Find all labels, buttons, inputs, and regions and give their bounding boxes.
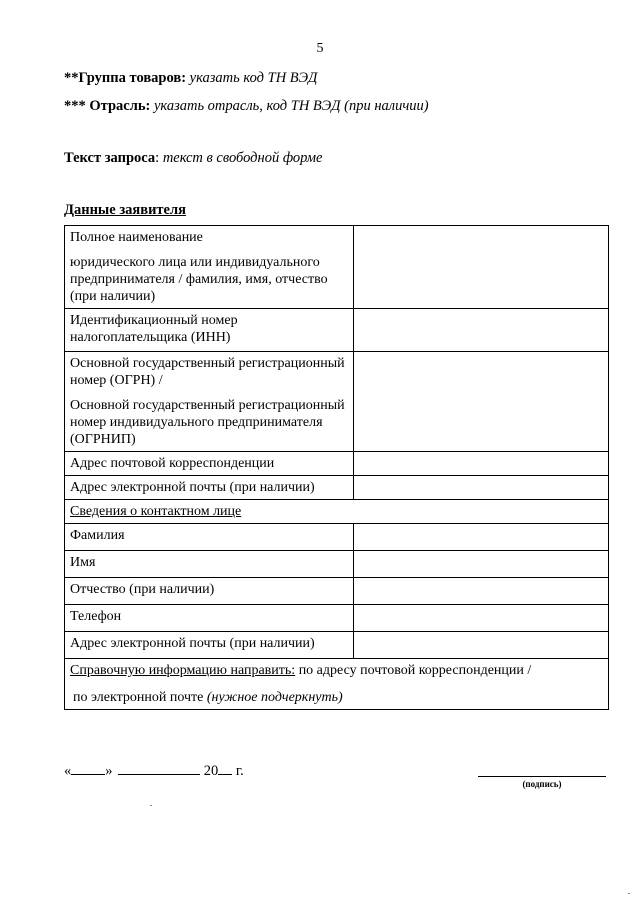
surname-value-cell[interactable] <box>353 524 608 551</box>
ogrn-label-line1: Основной государственный регистрационный номер (ОГРН) / <box>70 356 345 388</box>
full-name-label-line1: Полное наименование <box>70 230 203 245</box>
request-text-label: Текст запроса <box>64 150 156 166</box>
inn-label: Идентификационный номер налогоплательщика (ИНН) <box>65 309 354 352</box>
reference-info-cell <box>65 659 609 710</box>
request-text-colon: : <box>155 150 163 166</box>
request-text-line <box>64 150 322 167</box>
scan-dot <box>628 893 630 894</box>
phone-label: Телефон <box>65 605 354 632</box>
product-group-label: **Группа товаров: <box>64 70 187 86</box>
postal-address-label: Адрес почтовой корреспонденции <box>65 452 354 476</box>
product-group-text: указать код ТН ВЭД <box>186 70 318 86</box>
year-blank[interactable] <box>218 762 232 775</box>
contact-email-label: Адрес электронной почты (при наличии) <box>65 632 354 659</box>
contact-person-header: Сведения о контактном лице <box>65 500 609 524</box>
ogrn-value-cell[interactable] <box>353 352 608 452</box>
first-name-label: Имя <box>65 551 354 578</box>
date-quote-close: » <box>105 763 113 779</box>
year-suffix: г. <box>232 763 244 779</box>
full-name-label-line2: юридического лица или индивидуального предпринимателя / фамилия, имя, отчество (при наличии) <box>70 255 328 304</box>
reference-info-line2 <box>70 689 603 706</box>
table-row <box>65 476 609 500</box>
table-row <box>65 605 609 632</box>
request-text-value: текст в свободной форме <box>162 150 323 166</box>
full-name-label <box>65 226 354 309</box>
table-row <box>65 309 609 352</box>
signature-line[interactable] <box>478 776 606 777</box>
phone-value-cell[interactable] <box>353 605 608 632</box>
year-prefix: 20 <box>203 763 219 779</box>
table-row <box>65 452 609 476</box>
contact-email-value-cell[interactable] <box>353 632 608 659</box>
table-row <box>65 352 609 452</box>
inn-value-cell[interactable] <box>353 309 608 352</box>
patronymic-value-cell[interactable] <box>353 578 608 605</box>
industry-label: *** Отрасль: <box>64 98 151 114</box>
table-row <box>65 632 609 659</box>
patronymic-label: Отчество (при наличии) <box>65 578 354 605</box>
page-number: 5 <box>316 41 324 56</box>
reference-info-note: (нужное подчеркнуть) <box>206 690 343 705</box>
applicant-section-title: Данные заявителя <box>64 202 186 218</box>
email-label: Адрес электронной почты (при наличии) <box>65 476 354 500</box>
reference-info-postal: по адресу почтовой корреспонденции / <box>295 663 532 678</box>
surname-label: Фамилия <box>65 524 354 551</box>
reference-info-label: Справочную информацию направить: <box>70 663 296 678</box>
industry-line <box>64 98 429 115</box>
table-row <box>65 500 609 524</box>
scan-dot <box>150 805 152 806</box>
date-quote-open: « <box>64 763 72 779</box>
industry-text: указать отрасль, код ТН ВЭД (при наличии) <box>150 98 429 114</box>
signature-caption: (подпись) <box>522 779 562 789</box>
postal-address-value-cell[interactable] <box>353 452 608 476</box>
date-line <box>64 762 244 780</box>
table-row <box>65 659 609 710</box>
table-row <box>65 226 609 309</box>
ogrn-label-line2: Основной государственный регистрационный номер индивидуального предпринимателя (ОГРНИП) <box>70 398 345 447</box>
reference-info-line1 <box>70 662 603 679</box>
ogrn-label <box>65 352 354 452</box>
table-row <box>65 524 609 551</box>
day-blank[interactable] <box>71 762 105 775</box>
table-row <box>65 578 609 605</box>
full-name-value-cell[interactable] <box>353 226 608 309</box>
first-name-value-cell[interactable] <box>353 551 608 578</box>
month-blank[interactable] <box>118 762 200 775</box>
reference-info-email: по электронной почте <box>73 690 207 705</box>
product-group-line <box>64 70 317 87</box>
applicant-data-table <box>64 225 609 710</box>
email-value-cell[interactable] <box>353 476 608 500</box>
table-row <box>65 551 609 578</box>
